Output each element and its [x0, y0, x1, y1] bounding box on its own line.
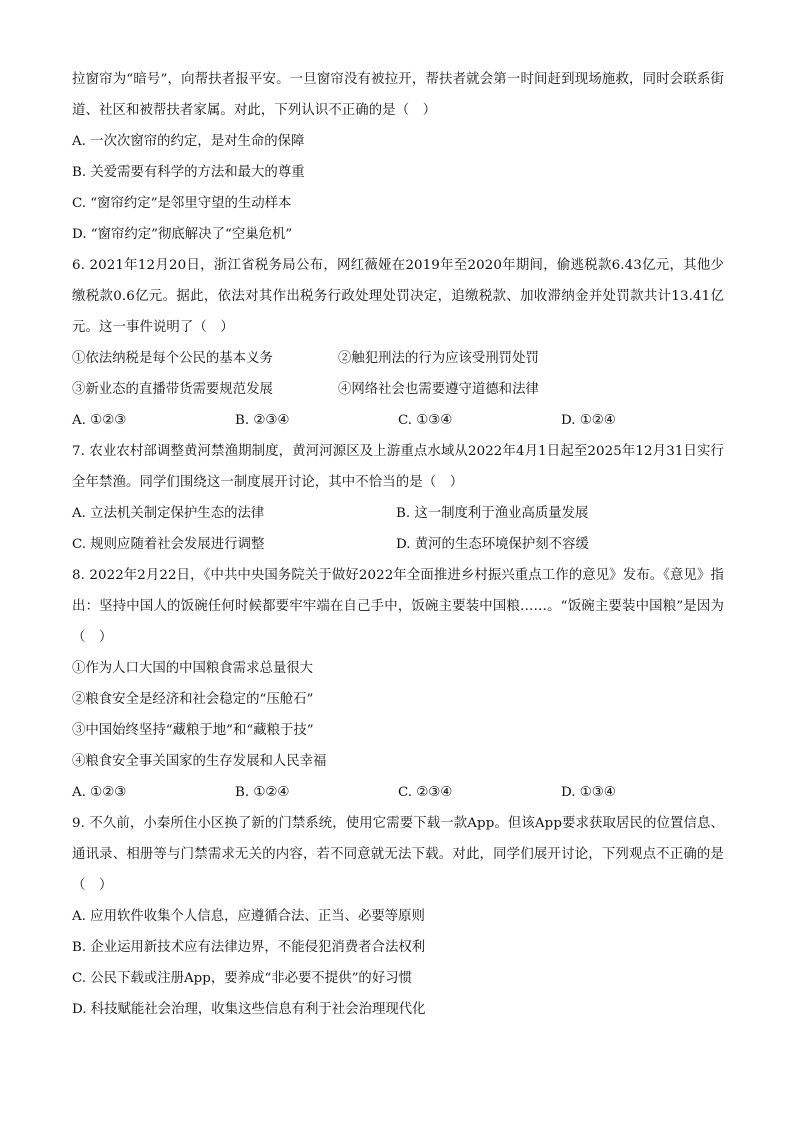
q5-option-c: C. “窗帘约定”是邻里守望的生动样本 [72, 196, 292, 211]
q7-option-b: B. 这一制度利于渔业高质量发展 [396, 506, 589, 521]
q9-stem: 9. 不久前，小秦所住小区换了新的门禁系统，使用它需要下载一款App。但该App要求获取居民的位置信息、通讯录、相册等与门禁需求无关的内容，若不同意就无法下载。对此，同学们展开讨论，下列观点不正确的是（ ） [72, 816, 724, 893]
q8-statement-3: ③中国始终坚持“藏粮于地”和“藏粮于技” [72, 723, 314, 738]
q8-choice-a: A. ①②③ [72, 785, 127, 800]
q6-statement-4: ④网络社会也需要遵守道德和法律 [338, 382, 539, 397]
q9-option-c: C. 公民下载或注册App，要养成“非必要不提供”的好习惯 [72, 971, 412, 986]
q6-choices [72, 405, 724, 436]
q7-options-row-1 [72, 498, 724, 529]
q7-stem: 7. 农业农村部调整黄河禁渔期制度，黄河河源区及上游重点水域从2022年4月1日起至2025年12月31日实行全年禁渔。同学们围绕这一制度展开讨论，其中不恰当的是（ ） [72, 444, 724, 490]
q5-option-a: A. 一次次窗帘的约定，是对生命的保障 [72, 134, 305, 149]
q8-choice-c: C. ②③④ [398, 785, 453, 800]
q8-choices [72, 777, 724, 808]
q6-choice-c: C. ①③④ [398, 413, 453, 428]
q6-statements-row-2 [72, 374, 724, 405]
q9-option-b: B. 企业运用新技术应有法律边界，不能侵犯消费者合法权利 [72, 940, 426, 955]
q6-choice-a: A. ①②③ [72, 413, 127, 428]
q8-choice-b: B. ①②④ [235, 785, 290, 800]
q6-statements-row-1 [72, 343, 724, 374]
q5-option-d: D. “窗帘约定”彻底解决了“空巢危机” [72, 227, 293, 242]
q6-statement-2: ②触犯刑法的行为应该受刑罚处罚 [338, 351, 539, 366]
q7-option-c: C. 规则应随着社会发展进行调整 [72, 537, 265, 552]
q7-option-a: A. 立法机关制定保护生态的法律 [72, 506, 265, 521]
q9-option-d: D. 科技赋能社会治理，收集这些信息有利于社会治理现代化 [72, 1002, 426, 1017]
q6-choice-b: B. ②③④ [235, 413, 290, 428]
q9-option-a: A. 应用软件收集个人信息，应遵循合法、正当、必要等原则 [72, 909, 425, 924]
q8-stem: 8. 2022年2月22日，《中共中央国务院关于做好2022年全面推进乡村振兴重点工作的意见》发布。《意见》指出：坚持中国人的饭碗任何时候都要牢牢端在自己手中，饭碗主要装中国粮……。“饭碗主要装中国粮”是因为（ ） [72, 568, 724, 645]
q7-options-row-2 [72, 529, 724, 560]
q8-statement-2: ②粮食安全是经济和社会稳定的“压舱石” [72, 692, 314, 707]
q6-stem: 6. 2021年12月20日，浙江省税务局公布，网红薇娅在2019年至2020年期间，偷逃税款6.43亿元，其他少缴税款0.6亿元。据此，依法对其作出税务行政处理处罚决定，追缴税款、加收滞纳金并处罚款共计13.41亿元。这一事件说明了（ ） [72, 258, 724, 335]
q8-statement-1: ①作为人口大国的中国粮食需求总量很大 [72, 661, 314, 676]
q6-statement-1: ①依法纳税是每个公民的基本义务 [72, 351, 273, 366]
q5-stem: 拉窗帘为“暗号”，向帮扶者报平安。一旦窗帘没有被拉开，帮扶者就会第一时间赶到现场施救，同时会联系街道、社区和被帮扶者家属。对此，下列认识不正确的是（ ） [72, 72, 724, 118]
q6-choice-d: D. ①②④ [561, 413, 616, 428]
q7-option-d: D. 黄河的生态环境保护刻不容缓 [396, 537, 589, 552]
q5-option-b: B. 关爱需要有科学的方法和最大的尊重 [72, 165, 305, 180]
exam-page [72, 64, 724, 1025]
q8-choice-d: D. ①③④ [561, 785, 616, 800]
q6-statement-3: ③新业态的直播带货需要规范发展 [72, 382, 273, 397]
q8-statement-4: ④粮食安全事关国家的生存发展和人民幸福 [72, 754, 327, 769]
